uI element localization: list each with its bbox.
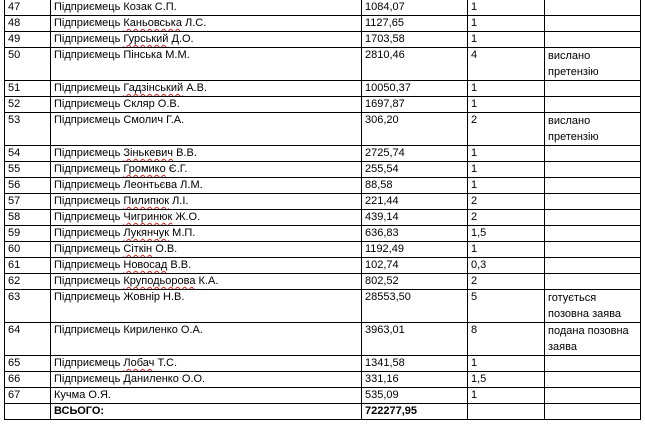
table-row (5, 162, 641, 178)
total-empty-cell (468, 404, 545, 420)
name-text: Леонтьєва Л.М. (123, 179, 203, 191)
name-prefix: Підприємець (54, 17, 121, 29)
row-number: 52 (5, 97, 51, 113)
table-row (5, 258, 641, 274)
name-prefix: Підприємець (54, 82, 121, 94)
action-note: подана позовна заява (545, 323, 641, 356)
name-text: Т.С. (157, 357, 177, 369)
name-text: Ж.О. (175, 211, 201, 223)
row-number: 48 (5, 16, 51, 32)
debt-amount: 102,74 (362, 258, 468, 274)
debt-amount: 1084,07 (362, 0, 468, 16)
action-note (545, 97, 641, 113)
row-number: 53 (5, 113, 51, 146)
table-row (5, 113, 641, 146)
period-count: 1 (468, 97, 545, 113)
table-row (5, 81, 641, 97)
row-number: 58 (5, 210, 51, 226)
row-number: 64 (5, 323, 51, 356)
period-count: 1 (468, 81, 545, 97)
period-count: 1 (468, 356, 545, 372)
name-prefix: Підприємець (54, 211, 121, 223)
name-text: Смолич Г.А. (123, 114, 185, 126)
debt-amount: 2725,74 (362, 146, 468, 162)
action-note (545, 162, 641, 178)
entrepreneur-name (51, 242, 362, 258)
debt-amount: 439,14 (362, 210, 468, 226)
period-count: 1 (468, 16, 545, 32)
name-prefix: Підприємець (54, 147, 121, 159)
row-number: 63 (5, 290, 51, 323)
entrepreneur-name (51, 388, 362, 404)
name-prefix: Підприємець (54, 1, 121, 13)
action-note (545, 258, 641, 274)
table-row (5, 290, 641, 323)
entrepreneur-name (51, 372, 362, 388)
entrepreneur-name (51, 16, 362, 32)
action-note (545, 210, 641, 226)
row-number: 51 (5, 81, 51, 97)
entrepreneur-name (51, 323, 362, 356)
debt-amount: 306,20 (362, 113, 468, 146)
total-row (5, 404, 641, 420)
entrepreneur-name (51, 274, 362, 290)
total-amount: 722277,95 (362, 404, 468, 420)
name-text: Пінська М.М. (123, 49, 190, 61)
period-count: 2 (468, 113, 545, 146)
table-row (5, 48, 641, 81)
name-prefix: Підприємець (54, 373, 121, 385)
name-prefix: Підприємець (54, 33, 121, 45)
row-number: 66 (5, 372, 51, 388)
surname-spellcheck: Чигринюк (123, 211, 173, 223)
surname-spellcheck: Каньовська (123, 17, 182, 29)
name-prefix: Підприємець (54, 259, 121, 271)
period-count: 1,5 (468, 372, 545, 388)
name-text: Л.І. (172, 195, 189, 207)
action-note: вислано претензію (545, 48, 641, 81)
period-count: 2 (468, 274, 545, 290)
surname-spellcheck: Громико (123, 163, 166, 175)
name-text: Л.С. (185, 17, 207, 29)
debt-amount: 331,16 (362, 372, 468, 388)
surname-spellcheck: Гурський (123, 33, 169, 45)
period-count: 8 (468, 323, 545, 356)
action-note (545, 178, 641, 194)
debt-amount: 535,09 (362, 388, 468, 404)
name-text: Жовнір Н.В. (123, 291, 185, 303)
entrepreneur-name (51, 194, 362, 210)
debt-amount: 1703,58 (362, 32, 468, 48)
entrepreneur-name (51, 178, 362, 194)
name-text: Д.О. (171, 33, 194, 45)
action-note (545, 356, 641, 372)
action-note (545, 388, 641, 404)
period-count: 5 (468, 290, 545, 323)
action-note (545, 146, 641, 162)
name-text: А.В. (186, 82, 208, 94)
action-note (545, 274, 641, 290)
debt-amount: 1127,65 (362, 16, 468, 32)
debt-amount: 255,54 (362, 162, 468, 178)
name-prefix: Підприємець (54, 114, 121, 126)
name-prefix: Підприємець (54, 357, 121, 369)
period-count: 1 (468, 32, 545, 48)
entrepreneur-name (51, 146, 362, 162)
table-row (5, 372, 641, 388)
surname-spellcheck: Лукянчук (123, 227, 170, 239)
name-prefix: Підприємець (54, 49, 121, 61)
total-empty-cell (545, 404, 641, 420)
table-row (5, 274, 641, 290)
table-row (5, 242, 641, 258)
entrepreneur-name (51, 97, 362, 113)
action-note: вислано претензію (545, 113, 641, 146)
surname-spellcheck: Гадзінський (123, 82, 184, 94)
period-count: 2 (468, 210, 545, 226)
name-prefix: Підприємець (54, 275, 121, 287)
row-number: 61 (5, 258, 51, 274)
debtors-table-body (5, 0, 641, 420)
action-note (545, 32, 641, 48)
table-row (5, 323, 641, 356)
debt-amount: 28553,50 (362, 290, 468, 323)
row-number: 56 (5, 178, 51, 194)
action-note (545, 372, 641, 388)
entrepreneur-name (51, 290, 362, 323)
table-row (5, 226, 641, 242)
entrepreneur-name (51, 210, 362, 226)
row-number: 67 (5, 388, 51, 404)
period-count: 1 (468, 388, 545, 404)
name-text: О.В. (155, 243, 178, 255)
period-count: 1,5 (468, 226, 545, 242)
surname-spellcheck: Круподьорова (123, 275, 196, 287)
period-count: 1 (468, 162, 545, 178)
debt-amount: 802,52 (362, 274, 468, 290)
debt-amount: 3963,01 (362, 323, 468, 356)
name-prefix: Підприємець (54, 227, 121, 239)
period-count: 0,3 (468, 258, 545, 274)
surname-spellcheck: Сіткін (123, 243, 153, 255)
surname-spellcheck: Лобач (123, 357, 155, 369)
name-prefix: Підприємець (54, 179, 121, 191)
debt-amount: 221,44 (362, 194, 468, 210)
period-count: 4 (468, 48, 545, 81)
debt-amount: 10050,37 (362, 81, 468, 97)
table-row (5, 0, 641, 16)
entrepreneur-name (51, 48, 362, 81)
debt-amount: 1341,58 (362, 356, 468, 372)
entrepreneur-name (51, 81, 362, 97)
surname-spellcheck: Зінькевич (123, 147, 174, 159)
entrepreneur-name (51, 162, 362, 178)
surname-spellcheck: Пилипюк (123, 195, 170, 207)
entrepreneur-name (51, 258, 362, 274)
row-number: 49 (5, 32, 51, 48)
action-note (545, 194, 641, 210)
name-text: Кириленко О.А. (123, 324, 203, 336)
action-note (545, 242, 641, 258)
name-prefix: Підприємець (54, 324, 121, 336)
table-row (5, 97, 641, 113)
row-number: 50 (5, 48, 51, 81)
period-count: 1 (468, 146, 545, 162)
row-number: 54 (5, 146, 51, 162)
debtors-table (4, 0, 641, 420)
name-prefix: Підприємець (54, 98, 121, 110)
action-note (545, 0, 641, 16)
name-text: Козак С.П. (123, 1, 177, 13)
name-text: Є.Г. (168, 163, 188, 175)
row-number: 57 (5, 194, 51, 210)
table-row (5, 16, 641, 32)
row-number: 60 (5, 242, 51, 258)
debt-amount: 1697,87 (362, 97, 468, 113)
debt-amount: 2810,46 (362, 48, 468, 81)
name-prefix: Підприємець (54, 243, 121, 255)
table-row (5, 194, 641, 210)
table-row (5, 210, 641, 226)
period-count: 1 (468, 242, 545, 258)
name-text: В.В. (170, 259, 192, 271)
action-note: готується позовна заява (545, 290, 641, 323)
entrepreneur-name (51, 32, 362, 48)
surname-spellcheck: Новосад (123, 259, 168, 271)
debt-amount: 88,58 (362, 178, 468, 194)
name-prefix: Підприємець (54, 163, 121, 175)
entrepreneur-name (51, 113, 362, 146)
name-text: К.А. (198, 275, 219, 287)
debt-amount: 1192,49 (362, 242, 468, 258)
row-number: 62 (5, 274, 51, 290)
name-text: Даниленко О.О. (123, 373, 206, 385)
action-note (545, 226, 641, 242)
entrepreneur-name (51, 0, 362, 16)
entrepreneur-name (51, 356, 362, 372)
total-label: ВСЬОГО: (51, 404, 362, 420)
entrepreneur-name (51, 226, 362, 242)
table-row (5, 32, 641, 48)
row-number: 55 (5, 162, 51, 178)
row-number: 65 (5, 356, 51, 372)
table-row (5, 178, 641, 194)
name-text: В.В. (176, 147, 197, 159)
period-count: 1 (468, 178, 545, 194)
row-number: 59 (5, 226, 51, 242)
name-prefix: Підприємець (54, 195, 121, 207)
total-empty-cell (5, 404, 51, 420)
name-text: Скляр О.В. (123, 98, 180, 110)
period-count: 2 (468, 194, 545, 210)
action-note (545, 16, 641, 32)
row-number: 47 (5, 0, 51, 16)
period-count: 1 (468, 0, 545, 16)
debt-amount: 636,83 (362, 226, 468, 242)
name-prefix: Підприємець (54, 291, 121, 303)
table-row (5, 146, 641, 162)
table-row (5, 388, 641, 404)
name-text: Кучма О.Я. (54, 389, 111, 401)
name-text: М.П. (172, 227, 196, 239)
table-row (5, 356, 641, 372)
action-note (545, 81, 641, 97)
